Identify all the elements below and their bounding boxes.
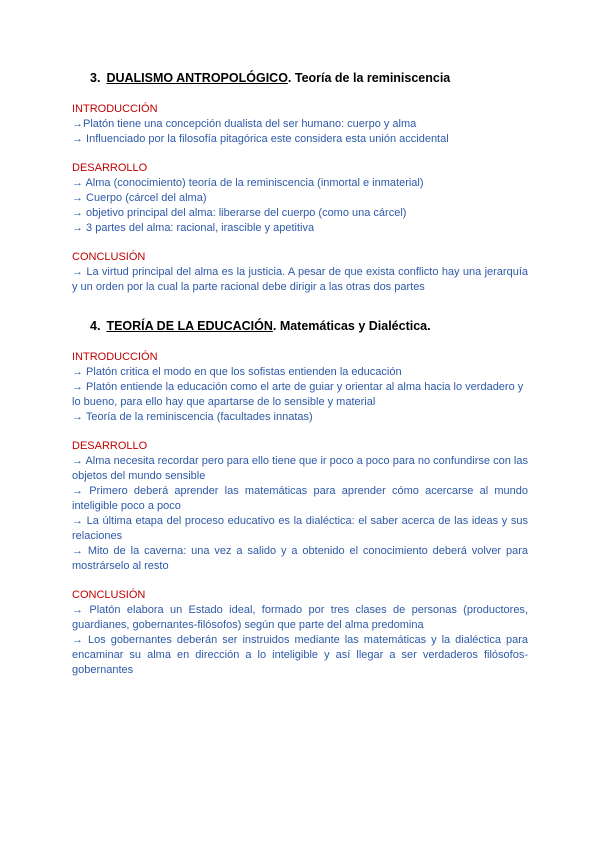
section-label: INTRODUCCIÓN <box>72 351 158 363</box>
topic-title-main: DUALISMO ANTROPOLÓGICO <box>106 71 288 85</box>
topic-title-main: TEORÍA DE LA EDUCACIÓN <box>106 319 273 333</box>
topic-title-rest: . Matemáticas y Dialéctica. <box>272 319 431 333</box>
topic-3-desarrollo <box>72 161 528 236</box>
list-item: → Alma necesita recordar pero para ello tiene que ir poco a poco para no confundirse con las objetos del mundo sensible <box>72 455 528 482</box>
topic-3-introduccion <box>72 102 528 147</box>
list-item: → Cuerpo (cárcel del alma) <box>72 192 207 204</box>
section-label: DESARROLLO <box>72 162 148 174</box>
list-item: → Primero deberá aprender las matemáticas para aprender cómo acercarse al mundo inteligible poco a poco <box>72 485 528 512</box>
topic-number: 4. <box>90 319 101 333</box>
list-item: → Alma (conocimiento) teoría de la reminiscencia (inmortal e inmaterial) <box>72 177 424 189</box>
list-item: → Influenciado por la filosofía pitagórica este considera esta unión accidental <box>72 133 449 145</box>
list-item: → La última etapa del proceso educativo es la dialéctica: el saber acerca de las ideas y sus relaciones <box>72 515 528 542</box>
list-item: → Mito de la caverna: una vez a salido y a obtenido el conocimiento deberá volver para mostrárselo al resto <box>72 545 528 572</box>
section-label: DESARROLLO <box>72 440 148 452</box>
list-item: → La virtud principal del alma es la justicia. A pesar de que exista conflicto hay una jerarquía y un orden por la cual la parte racional debe dirigir a las otras dos partes <box>72 266 528 293</box>
section-label: CONCLUSIÓN <box>72 251 146 263</box>
list-item: → Platón elabora un Estado ideal, formado por tres clases de personas (productores, guardianes, gobernantes-filósofos) según que parte del alma predomina <box>72 604 528 631</box>
topic-title-rest: . Teoría de la reminiscencia <box>287 71 451 85</box>
list-item: → 3 partes del alma: racional, irascible y apetitiva <box>72 222 315 234</box>
topic-4-introduccion <box>72 350 528 425</box>
topic-4-desarrollo <box>72 439 528 574</box>
list-item: → Teoría de la reminiscencia (facultades innatas) <box>72 411 313 423</box>
list-item: →Platón tiene una concepción dualista del ser humano: cuerpo y alma <box>72 118 417 130</box>
topic-number: 3. <box>90 71 101 85</box>
list-item: → objetivo principal del alma: liberarse del cuerpo (como una cárcel) <box>72 207 407 219</box>
topic-3-heading <box>90 69 528 87</box>
topic-3-conclusion <box>72 250 528 295</box>
list-item: → Platón entiende la educación como el arte de guiar y orientar al alma hacia lo verdadero y lo bueno, para ello hay que apartarse de lo sensible y material <box>72 381 524 408</box>
list-item: → Platón critica el modo en que los sofistas entienden la educación <box>72 366 402 378</box>
list-item: → Los gobernantes deberán ser instruidos mediante las matemáticas y la dialéctica para encaminar su alma en dirección a lo inteligible y así llegar a ser verdaderos filósofos-gobernantes <box>72 634 528 676</box>
document-content <box>72 69 528 692</box>
topic-4-heading <box>90 317 528 335</box>
section-label: CONCLUSIÓN <box>72 589 146 601</box>
topic-4-conclusion <box>72 588 528 678</box>
section-label: INTRODUCCIÓN <box>72 103 158 115</box>
